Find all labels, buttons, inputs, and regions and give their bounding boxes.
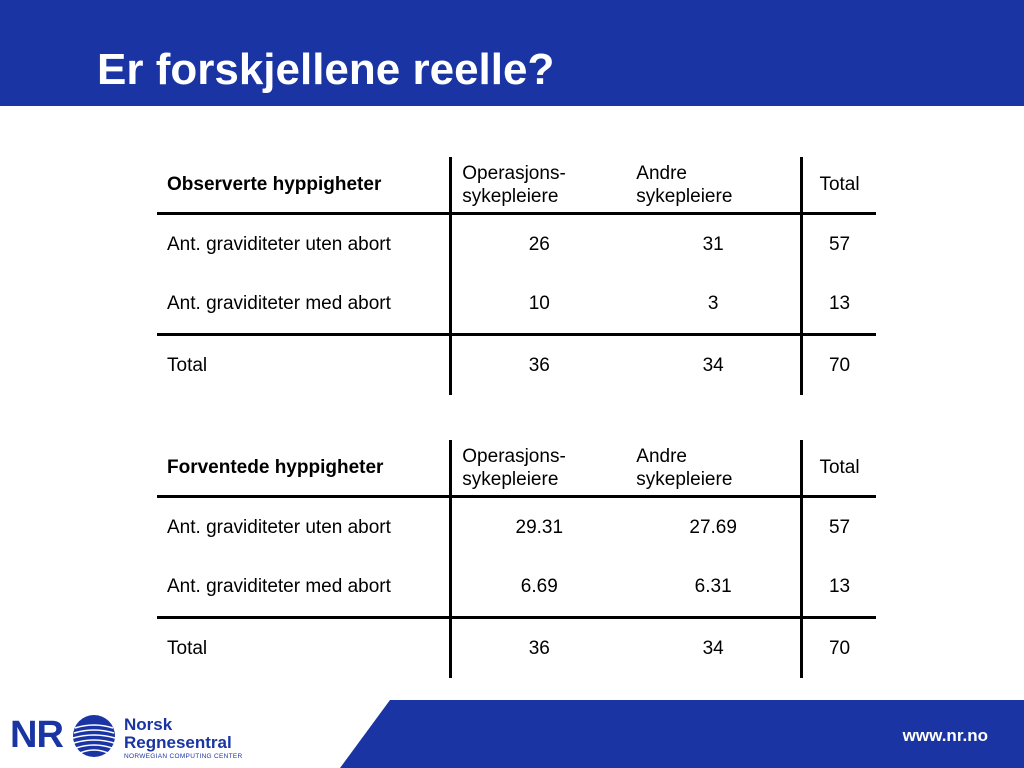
header-andre-line2: sykepleiere	[636, 185, 733, 207]
observed-frequencies-table	[157, 157, 876, 395]
slide-title: Er forskjellene reelle?	[97, 45, 555, 94]
row-label: Total	[167, 354, 208, 376]
cell-value: 36	[451, 618, 627, 679]
cell-value: 57	[802, 497, 876, 558]
logo-line1: Norsk	[124, 715, 173, 734]
header-label: Observerte hyppigheter	[157, 157, 451, 214]
header-operasjons-line2: sykepleiere	[462, 185, 559, 207]
table-row	[157, 497, 876, 558]
table-total-row	[157, 335, 876, 396]
logo-abbrev: NR	[10, 714, 63, 756]
nr-logo	[10, 710, 255, 760]
title-bar	[0, 0, 1024, 106]
header-total: Total	[802, 157, 876, 214]
header-operasjons	[451, 440, 627, 497]
expected-frequencies-table	[157, 440, 876, 678]
footer	[0, 700, 1024, 768]
table-row	[157, 214, 876, 275]
cell-value: 36	[451, 335, 627, 396]
header-andre	[626, 440, 801, 497]
table-row	[157, 274, 876, 335]
row-label: Ant. graviditeter uten abort	[167, 516, 391, 538]
cell-value: 13	[802, 274, 876, 335]
cell-value: 6.69	[451, 557, 627, 618]
header-operasjons	[451, 157, 627, 214]
header-operasjons-line1: Operasjons-	[462, 162, 566, 184]
cell-value: 34	[702, 354, 724, 376]
cell-value: 10	[451, 274, 627, 335]
cell-value: 27.69	[689, 516, 737, 538]
header-andre-line2: sykepleiere	[636, 468, 733, 490]
row-label: Ant. graviditeter med abort	[157, 274, 451, 335]
cell-value: 6.31	[626, 557, 801, 618]
cell-value: 13	[802, 557, 876, 618]
row-label: Ant. graviditeter uten abort	[167, 233, 391, 255]
logo-line2: Regnesentral	[124, 733, 232, 752]
header-andre-line1: Andre	[636, 445, 687, 467]
table-header-row	[157, 157, 876, 214]
cell-value: 3	[626, 274, 801, 335]
table-row	[157, 557, 876, 618]
table-total-row	[157, 618, 876, 679]
logo-subtitle: NORWEGIAN COMPUTING CENTER	[124, 753, 243, 760]
logo-globe-icon	[72, 714, 116, 758]
row-label: Ant. graviditeter med abort	[157, 557, 451, 618]
cell-value: 70	[802, 618, 876, 679]
row-label: Total	[167, 637, 208, 659]
table-header-row	[157, 440, 876, 497]
cell-value: 31	[702, 233, 724, 255]
header-andre-line1: Andre	[636, 162, 687, 184]
header-andre	[626, 157, 801, 214]
cell-value: 34	[702, 637, 724, 659]
header-total: Total	[802, 440, 876, 497]
header-operasjons-line1: Operasjons-	[462, 445, 566, 467]
cell-value: 29.31	[451, 497, 627, 558]
website-url: www.nr.no	[902, 726, 988, 745]
header-label: Forventede hyppigheter	[157, 440, 451, 497]
cell-value: 57	[802, 214, 876, 275]
cell-value: 70	[802, 335, 876, 396]
cell-value: 26	[451, 214, 627, 275]
header-operasjons-line2: sykepleiere	[462, 468, 559, 490]
